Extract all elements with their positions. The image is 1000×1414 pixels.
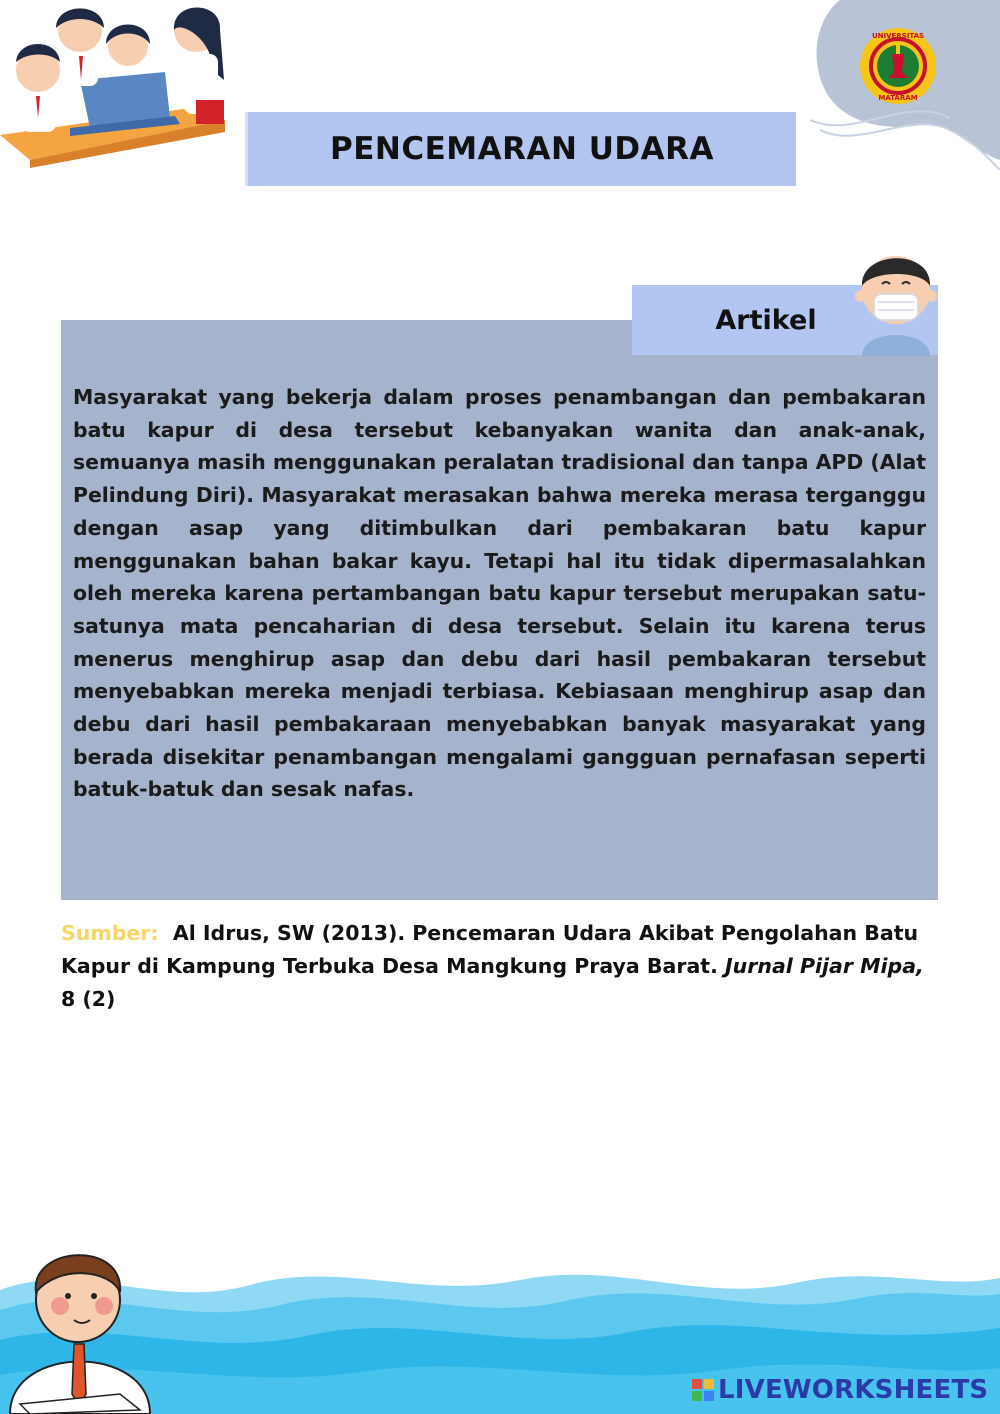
source-label: Sumber: xyxy=(61,921,159,945)
page-title-bar xyxy=(248,112,796,186)
svg-text:UNIVERSITAS: UNIVERSITAS xyxy=(871,32,925,40)
svg-text:MATARAM: MATARAM xyxy=(878,94,918,102)
article-body: Masyarakat yang bekerja dalam proses penambangan dan pembakaran batu kapur di desa tersebut kebanyakan wanita dan anak-anak, semuanya masih menggunakan peralatan tradisional dan tanpa APD (Alat Pelindung Diri). Masyarakat merasakan bahwa mereka merasa terganggu dengan asap yang ditimbulkan dari pembakaran batu kapur menggunakan bahan bakar kayu. Tetapi hal itu tidak dipermasalahkan oleh mereka karena pertambangan batu kapur tersebut merupakan satu-satunya mata pencaharian di desa tersebut. Selain itu karena terus menerus menghirup asap dan debu dari hasil pembakaran tersebut menyebabkan mereka menjadi terbiasa. Kebiasaan menghirup asap dan debu dari hasil pembakaraan menyebabkan banyak masyarakat yang berada disekitar penambangan mengalami gangguan pernafasan seperti batuk-batuk dan sesak nafas. xyxy=(73,385,926,802)
liveworksheets-logo-icon xyxy=(692,1379,714,1401)
source-citation-text: Al Idrus, SW (2013). Pencemaran Udara Akibat Pengolahan Batu Kapur di Kampung Terbuka Desa Mangkung Praya Barat. xyxy=(61,921,919,978)
page-title: PENCEMARAN UDARA xyxy=(330,131,714,167)
brand-name: LIVEWORKSHEETS xyxy=(718,1375,989,1405)
writing-boy-illustration xyxy=(0,1234,170,1414)
article-tab-label: Artikel xyxy=(715,304,817,336)
university-logo xyxy=(858,26,938,106)
source-volume: 8 (2) xyxy=(61,987,116,1011)
source-journal: Jurnal Pijar Mipa, xyxy=(725,954,924,978)
masked-boy-icon xyxy=(852,240,940,356)
source-citation xyxy=(61,917,941,1016)
brand-footer xyxy=(692,1372,988,1408)
students-laptop-illustration xyxy=(0,0,240,170)
